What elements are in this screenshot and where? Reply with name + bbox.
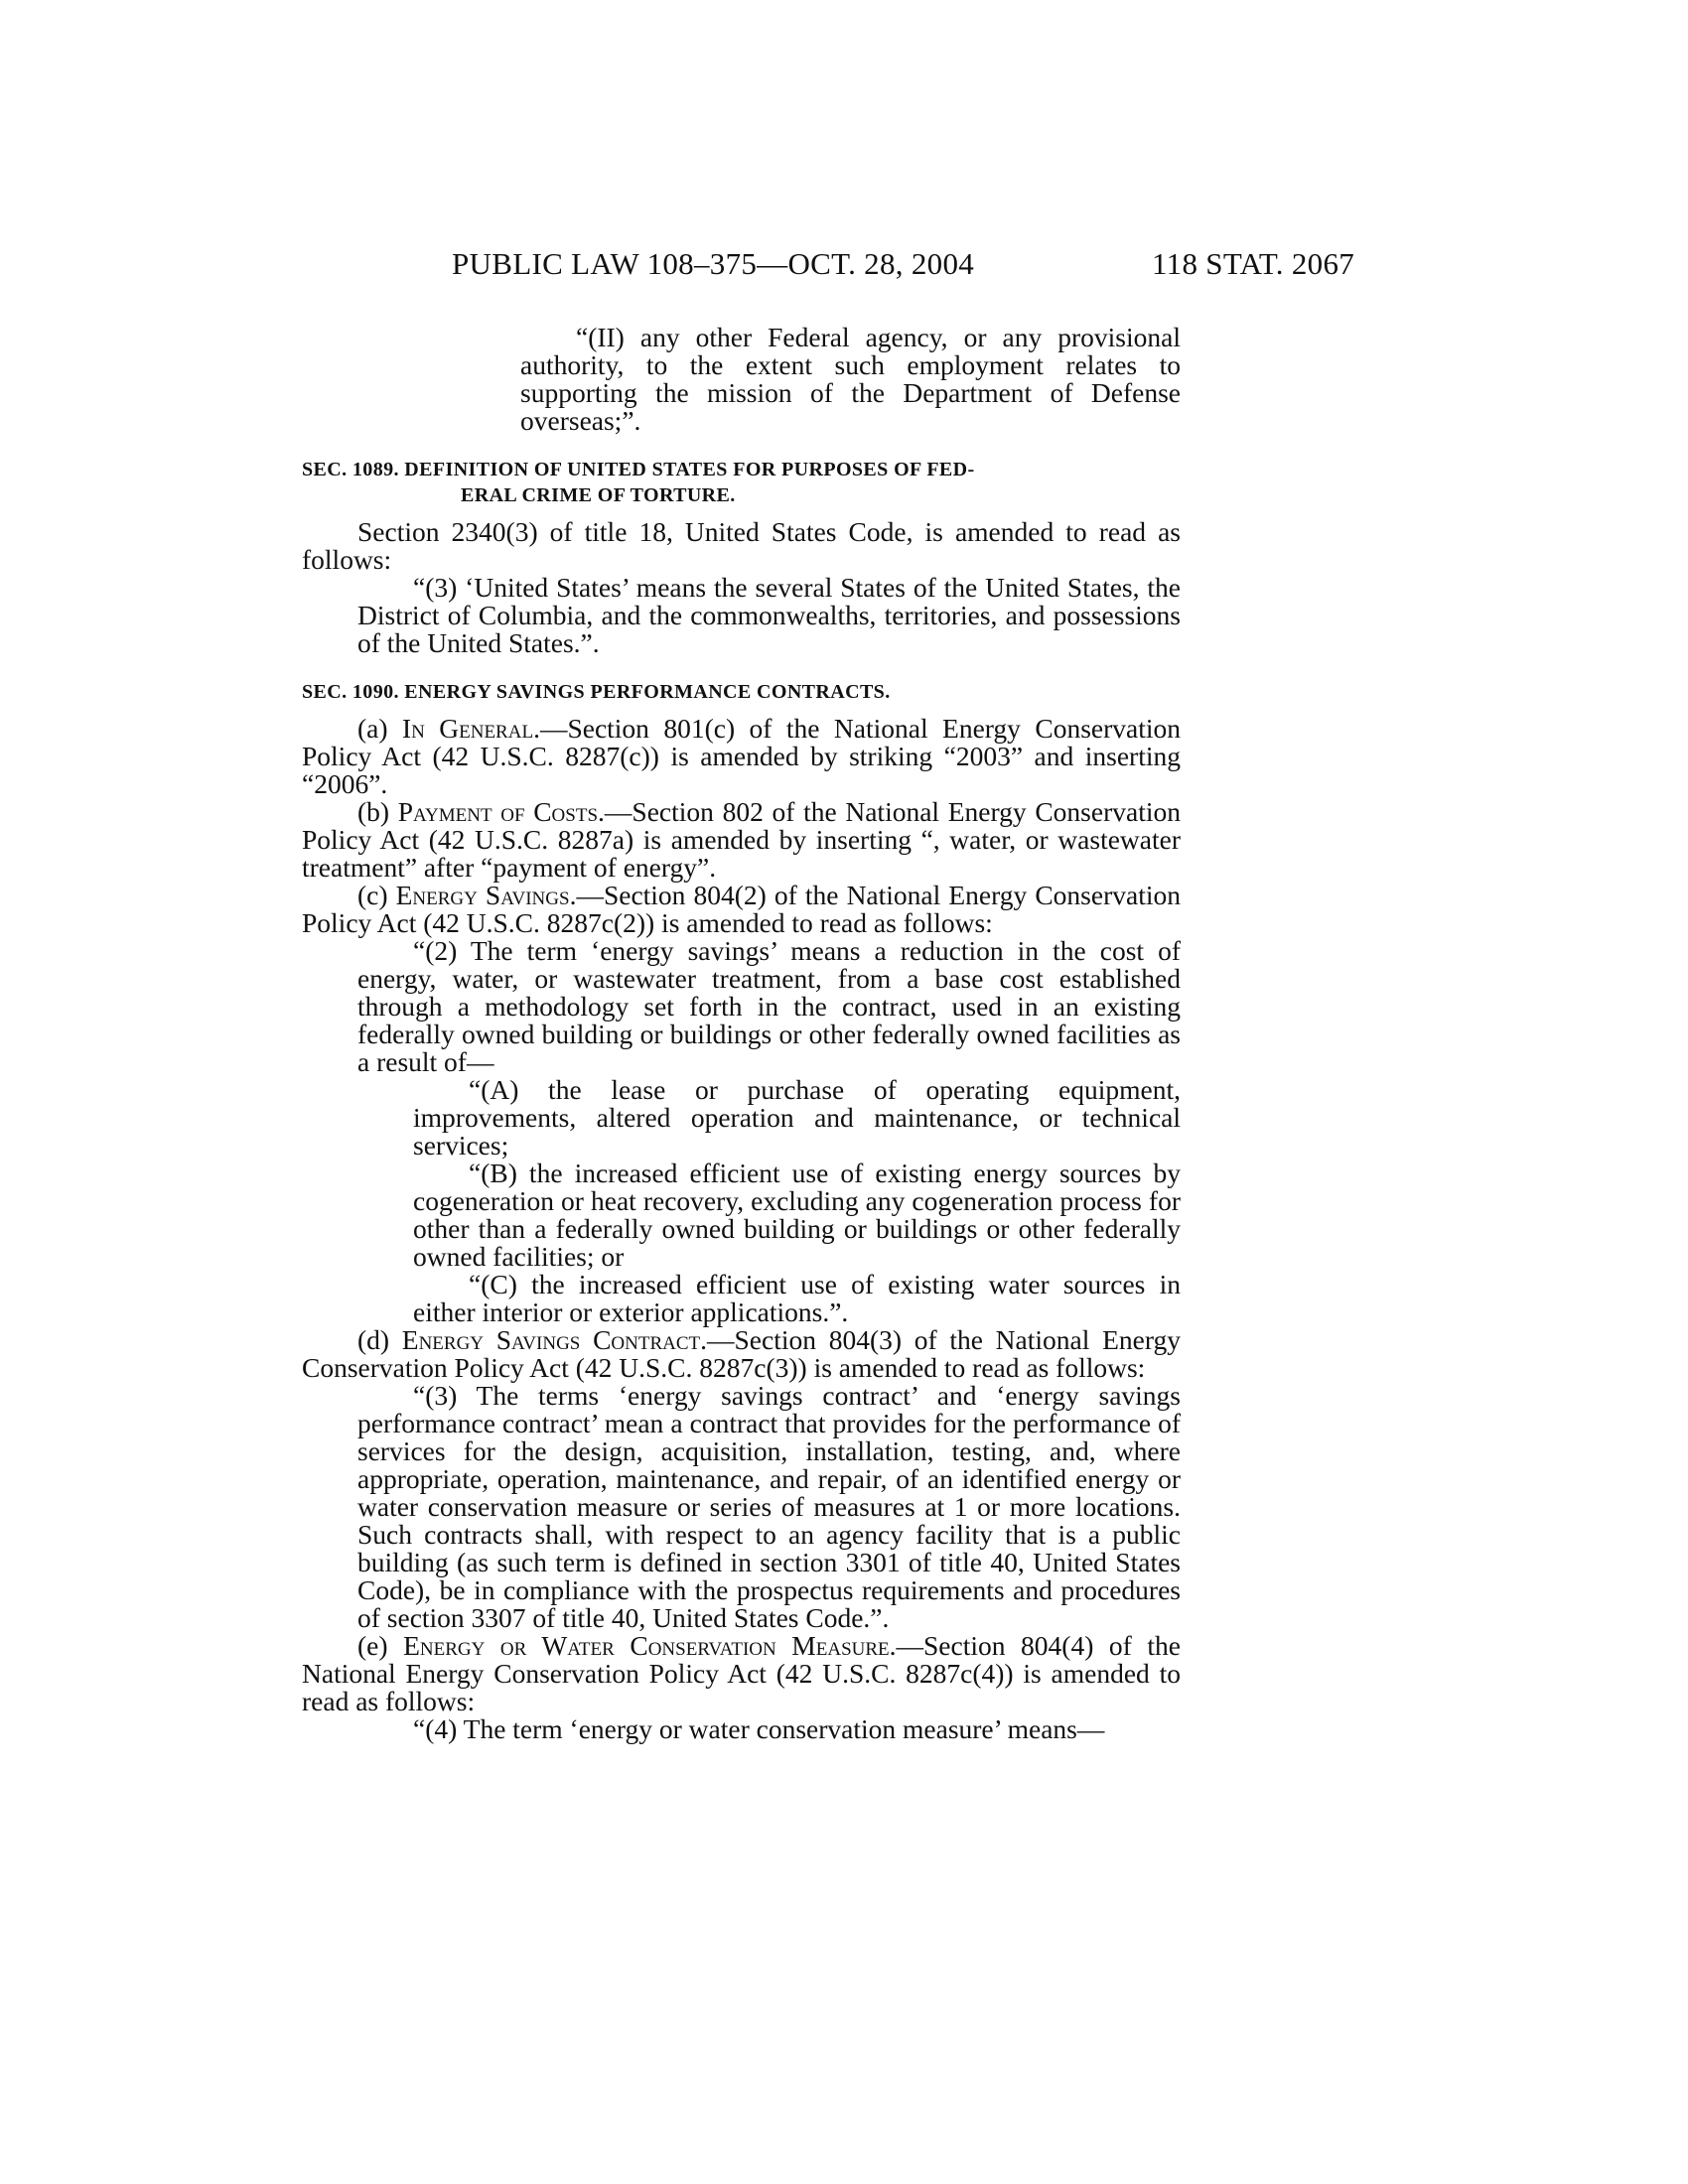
subsection-b-label: (b)	[357, 796, 398, 827]
subsection-d-label: (d)	[357, 1324, 402, 1355]
subsection-c-quote: “(2) The term ‘energy savings’ means a reduction in the cost of energy, water, or wastewater treatment, from a base cost established through a methodology set forth in the contract, used in an existing federally owned building or buildings or other federally owned facilities as a result of—	[357, 935, 1181, 1077]
subsection-e-title: Energy or Water Conservation Measure	[403, 1630, 890, 1661]
subsection-d-title: Energy Savings Contract	[401, 1324, 701, 1355]
subsection-d-text: .—Section 804(3) of the National Energy Conservation Policy Act (42 U.S.C. 8287c(3)) is amended to read as follows:	[302, 1324, 1181, 1383]
subsection-c	[302, 882, 1181, 937]
continued-clause: “(II) any other Federal agency, or any provisional authority, to the extent such employment relates to supporting the mission of the Department of Defense overseas;”.	[520, 322, 1181, 436]
subsection-e-text: .—Section 804(4) of the National Energy Conservation Policy Act (42 U.S.C. 8287c(4)) is amended to read as follows:	[302, 1630, 1181, 1716]
section-1089-heading	[302, 457, 1181, 508]
subsection-e	[302, 1632, 1181, 1715]
subsection-a	[302, 715, 1181, 798]
subsection-c-clause-b: “(B) the increased efficient use of existing energy sources by cogeneration or heat recovery, excluding any cogeneration process for other than a federally owned building or buildings or other federally owned facilities; or	[413, 1158, 1181, 1272]
subsection-e-quote: “(4) The term ‘energy or water conservation measure’ means—	[413, 1713, 1105, 1744]
subsection-c-clause-c: “(C) the increased efficient use of existing water sources in either interior or exterior applications.”.	[413, 1269, 1181, 1327]
section-1089-body: Section 2340(3) of title 18, United States Code, is amended to read as follows:	[302, 516, 1181, 575]
subsection-a-label: (a)	[357, 713, 402, 744]
running-header-page: 118 STAT. 2067	[1152, 246, 1355, 281]
section-1089-heading-line2: ERAL CRIME OF TORTURE.	[461, 484, 736, 506]
subsection-a-title: In General	[401, 713, 534, 744]
subsection-b	[302, 798, 1181, 882]
subsection-c-label: (c)	[357, 880, 396, 910]
subsection-b-title: Payment of Costs	[397, 796, 599, 827]
subsection-c-text: .—Section 804(2) of the National Energy Conservation Policy Act (42 U.S.C. 8287c(2)) is amended to read as follows:	[302, 880, 1181, 938]
running-header-title: PUBLIC LAW 108–375—OCT. 28, 2004	[452, 246, 975, 281]
subsection-d-quote: “(3) The terms ‘energy savings contract’ and ‘energy savings performance contract’ mean a contract that provides for the performance of services for the design, acquisition, installation, testing, and, where appropriate, operation, maintenance, and repair, of an identified energy or water conservation measure or series of measures at 1 or more locations. Such contracts shall, with respect to an agency facility that is a public building (as such term is defined in section 3301 of title 40, United States Code), be in compliance with the prospectus requirements and procedures of section 3307 of title 40, United States Code.”.	[357, 1380, 1181, 1633]
subsection-c-clause-a: “(A) the lease or purchase of operating equipment, improvements, altered operation and maintenance, or technical services;	[413, 1074, 1181, 1160]
subsection-d	[302, 1326, 1181, 1382]
subsection-e-label: (e)	[357, 1630, 404, 1661]
section-1089-quote: “(3) ‘United States’ means the several States of the United States, the District of Columbia, and the commonwealths, territories, and possessions of the United States.”.	[357, 572, 1181, 658]
section-1089-heading-line1: SEC. 1089. DEFINITION OF UNITED STATES FOR PURPOSES OF FED-	[302, 459, 975, 480]
subsection-a-text: .—Section 801(c) of the National Energy Conservation Policy Act (42 U.S.C. 8287(c)) is amended by striking “2003” and inserting “2006”.	[302, 713, 1182, 799]
subsection-b-text: .—Section 802 of the National Energy Conservation Policy Act (42 U.S.C. 8287a) is amended by inserting “, water, or wastewater treatment” after “payment of energy”.	[302, 796, 1181, 883]
section-1090-heading: SEC. 1090. ENERGY SAVINGS PERFORMANCE CONTRACTS.	[302, 681, 891, 703]
subsection-c-title: Energy Savings	[395, 880, 570, 910]
page-body	[302, 324, 1181, 1743]
